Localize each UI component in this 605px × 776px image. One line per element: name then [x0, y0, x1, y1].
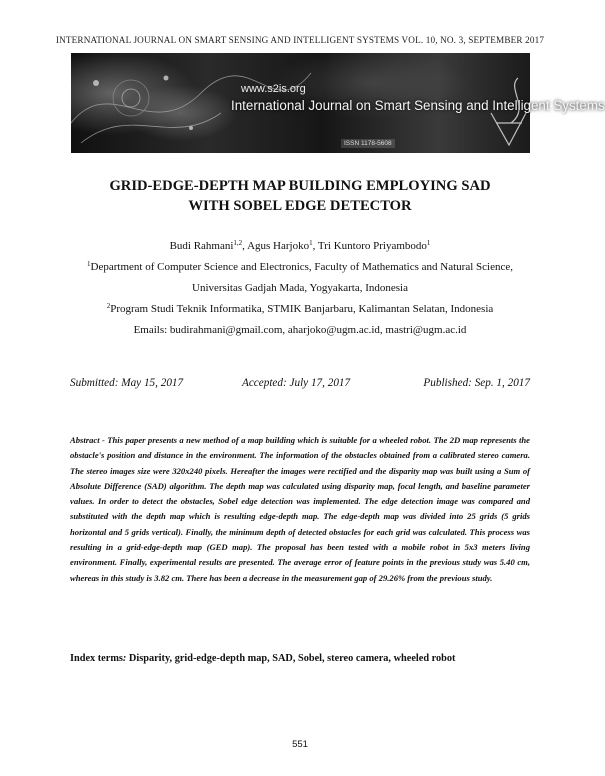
affiliation-text: Department of Computer Science and Electronics, Faculty of Mathematics and Natural Science,	[90, 261, 513, 273]
author-name: Agus Harjoko	[247, 240, 310, 252]
authors-block	[0, 236, 600, 341]
affiliation-2	[0, 299, 600, 320]
author-affiliation-mark: 1,2	[233, 239, 243, 247]
author-name: Budi Rahmani	[169, 240, 234, 252]
author-name: Tri Kuntoro Priyambodo	[317, 240, 427, 252]
abstract: Abstract - This paper presents a new method of a map building which is suitable for a wheeled robot. The 2D map represents the obstacle's position and distance in the environment. The information of the obstacles obtained from a calibrated stereo camera. The stereo images size were 320x240 pixels. Hereafter the images were rectified and the disparity map was built using a Sum of Absolute Difference (SAD) algorithm. The depth map was calculated using disparity map, focal length, and baseline parameter values. In order to detect the obstacles, Sobel edge detection was implemented. The edge detection image was compared and substituted with the depth map which is resulting edge-depth map. The edge-depth map was divided into 25 grids (5 grids horizontal and 5 grids vertical). Finally, the minimum depth of detected obstacles for each grid was calculated. This process was resulting in a grid-edge-depth map (GED map). The proposal has been tested with a mobile robot in 5x3 meters living environment. Finally, experimental results are presented. The average error of feature points in the previous study was 5.40 cm, whereas in this study is 3.82 cm. There has been a decrease in the measurement gap of 29.26% from the previous study.	[70, 435, 530, 583]
author-affiliation-mark: 1	[426, 239, 431, 247]
paper-title-line-1: GRID-EDGE-DEPTH MAP BUILDING EMPLOYING SAD	[109, 178, 491, 194]
affiliation-mark: 2	[106, 302, 111, 310]
journal-header: INTERNATIONAL JOURNAL ON SMART SENSING AND INTELLIGENT SYSTEMS VOL. 10, NO. 3, SEPTEMBER 2017	[55, 35, 545, 45]
banner-title: International Journal on Smart Sensing and Intelligent Systems	[231, 98, 605, 113]
date-published: Published: Sep. 1, 2017	[423, 377, 530, 389]
author-list	[0, 236, 600, 257]
publication-dates	[70, 377, 530, 393]
date-submitted: Submitted: May 15, 2017	[70, 377, 184, 389]
date-accepted: Accepted: July 17, 2017	[242, 377, 351, 389]
author-separator: ,	[242, 240, 248, 252]
banner-issn: ISSN 1178-5608	[341, 139, 395, 148]
index-terms-label: Index terms	[70, 653, 123, 664]
banner-url: www.s2is.org	[241, 83, 306, 95]
affiliation-1-line-1	[0, 257, 600, 278]
journal-banner	[71, 53, 605, 153]
paper-title	[0, 176, 600, 216]
index-terms	[70, 653, 540, 664]
emails: Emails: budirahmani@gmail.com, aharjoko@ugm.ac.id, mastri@ugm.ac.id	[133, 324, 467, 336]
author-affiliation-mark: 1	[309, 239, 313, 247]
affiliation-mark: 1	[87, 260, 91, 268]
index-terms-list: Disparity, grid-edge-depth map, SAD, Sobel, stereo camera, wheeled robot	[126, 653, 456, 664]
affiliation-text: Program Studi Teknik Informatika, STMIK Banjarbaru, Kalimantan Selatan, Indonesia	[110, 303, 494, 315]
affiliation-1-line-2: Universitas Gadjah Mada, Yogyakarta, Indonesia	[192, 282, 408, 294]
page-number: 551	[292, 739, 308, 750]
author-separator: ,	[312, 240, 318, 252]
index-terms-colon: :	[122, 653, 127, 664]
paper-title-line-2: WITH SOBEL EDGE DETECTOR	[188, 198, 412, 214]
